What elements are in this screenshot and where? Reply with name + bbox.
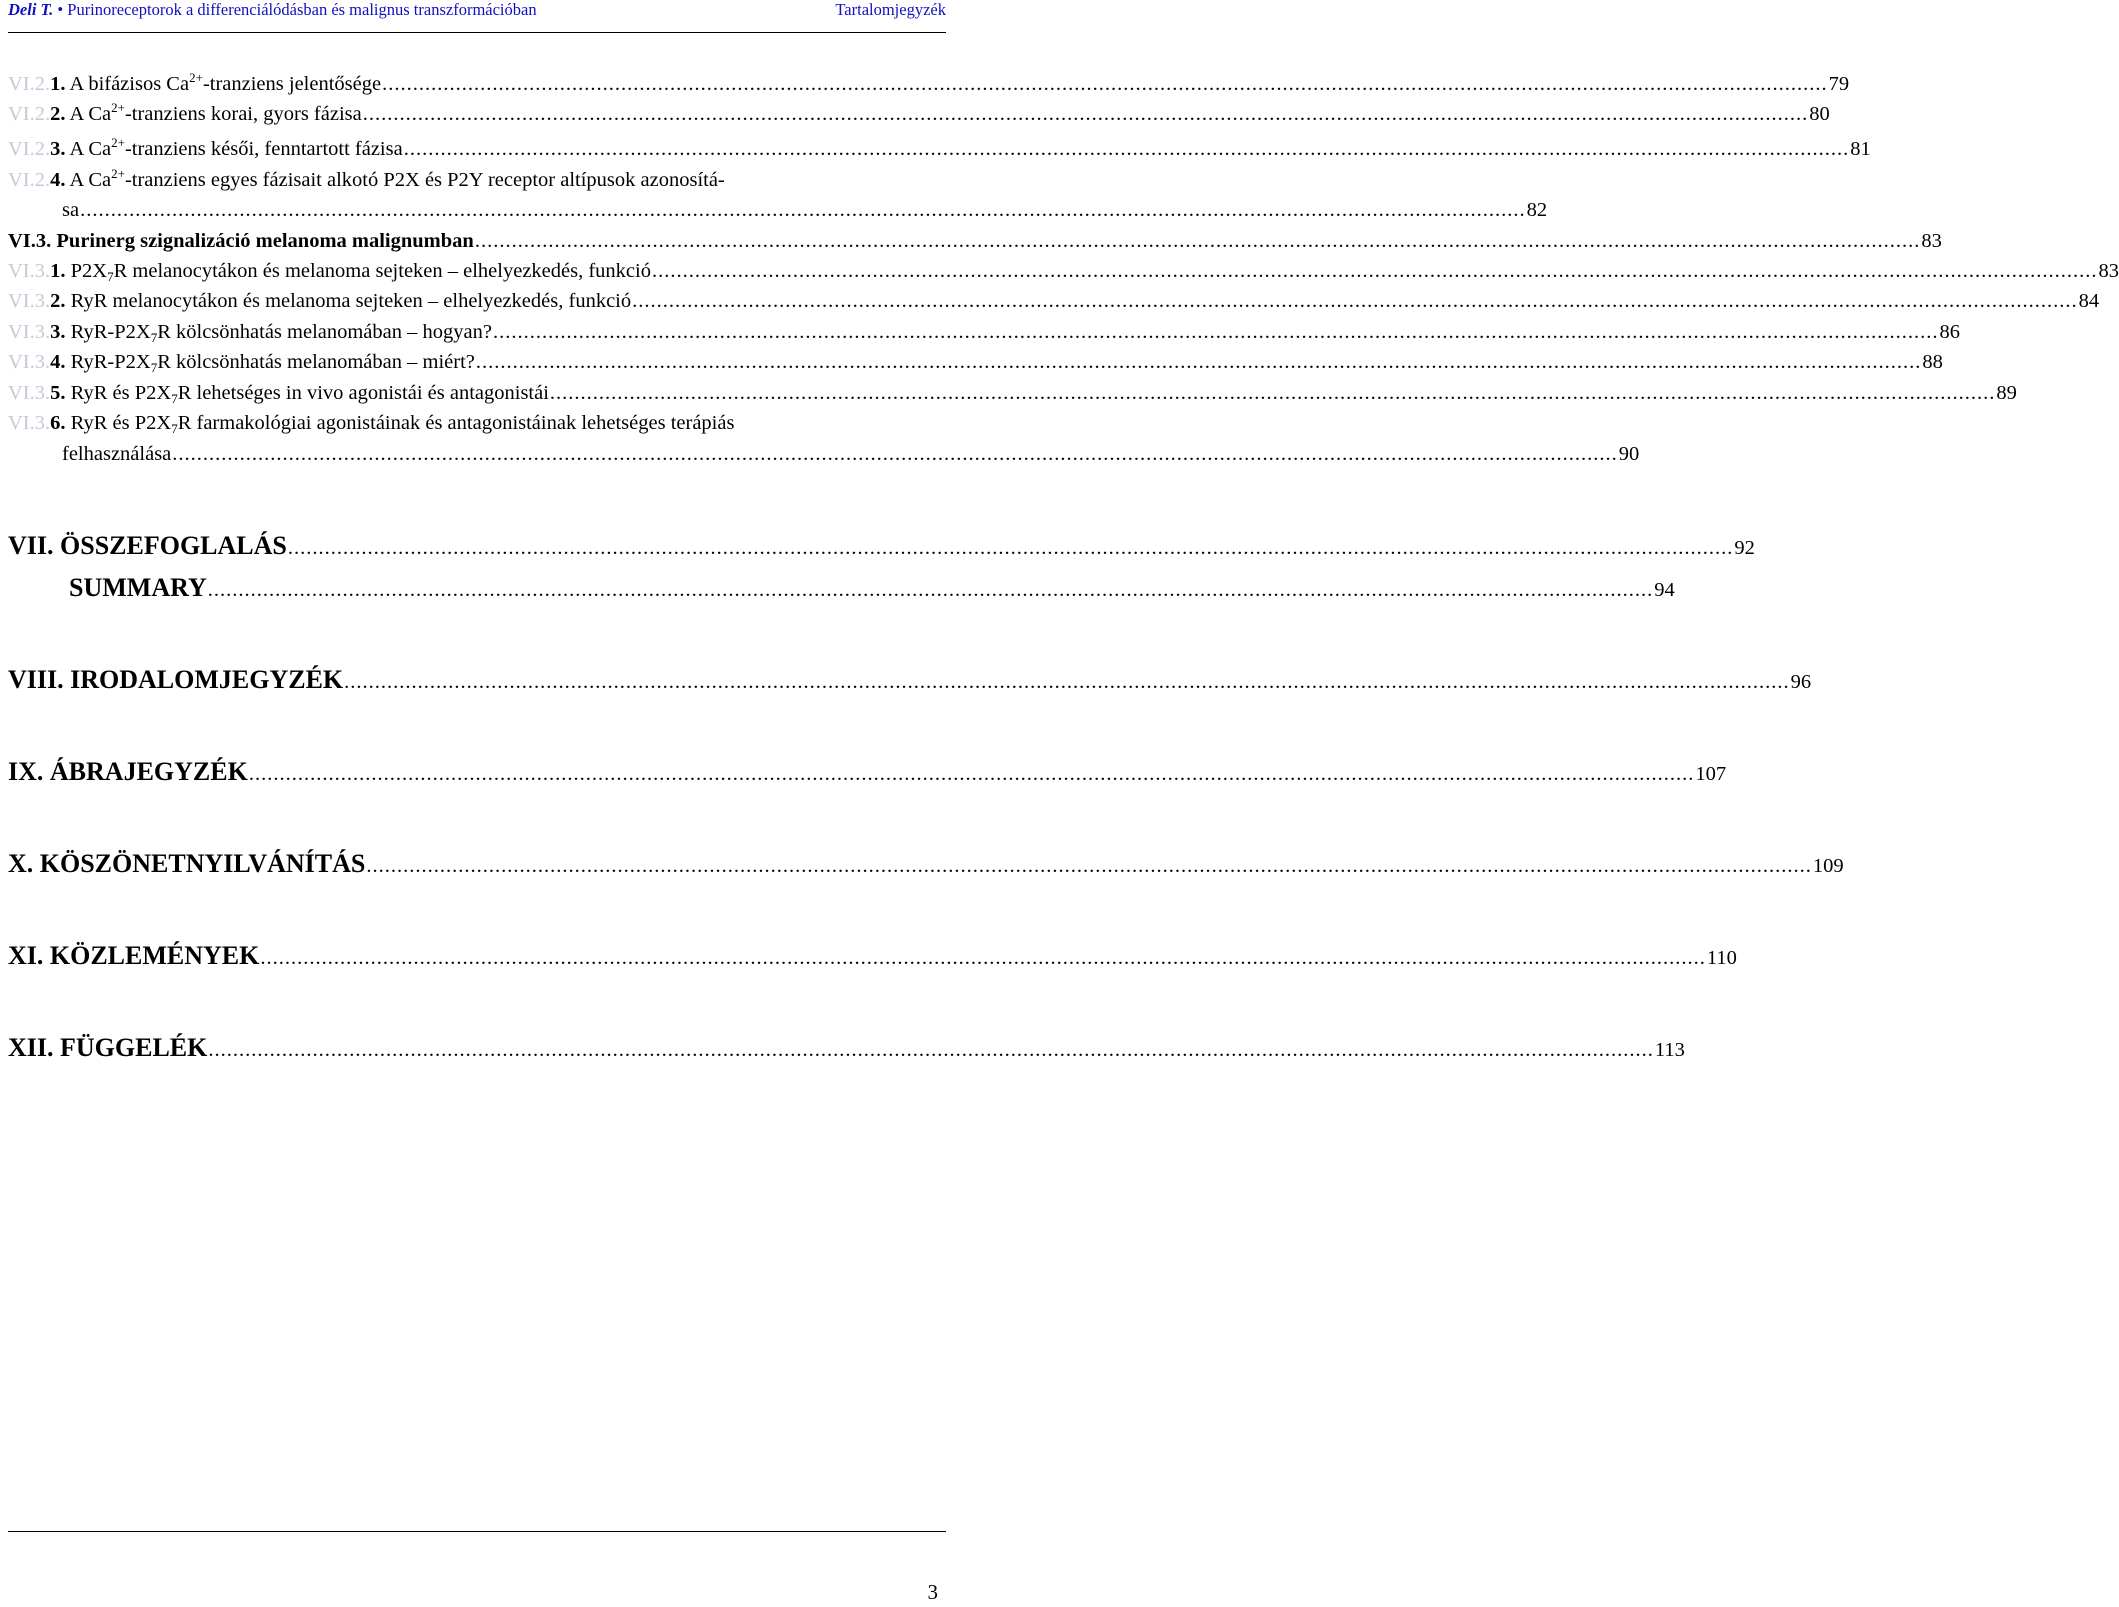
- toc-entry[interactable]: [8, 134, 1871, 164]
- page-header: [8, 0, 946, 33]
- toc-chapter-label: SUMMARY: [69, 573, 207, 602]
- dot-leader: ............................................................................................................................................................................................................................................: [207, 579, 1654, 601]
- toc-chapter-entry[interactable]: [8, 1028, 1685, 1068]
- toc-chapter-label: VII. ÖSSZEFOGLALÁS: [8, 531, 287, 560]
- toc-page-number: 107: [1695, 763, 1727, 785]
- dot-leader: ............................................................................................................................................................................................................................................: [260, 947, 1706, 969]
- toc-page-number: 110: [1706, 947, 1737, 969]
- toc-entry[interactable]: [8, 378, 2017, 408]
- toc-chapter-label: VIII. IRODALOMJEGYZÉK: [8, 665, 344, 694]
- toc-entry[interactable]: [8, 99, 1830, 129]
- toc-entry-first-line[interactable]: VI.2.4. A $Ca^{2+}$-tranziens egyes fázisait alkotó P2X és P2Y receptor altípusok azonosítá-: [8, 166, 725, 191]
- dot-leader: ............................................................................................................................................................................................................................................: [344, 671, 1790, 693]
- header-title: Purinoreceptorok a differenciálódásban és malignus transzformációban: [67, 0, 537, 19]
- toc-chapter-entry[interactable]: [8, 660, 1812, 700]
- toc-section-entry[interactable]: [8, 226, 1942, 256]
- toc-page-number: 88: [1922, 351, 1943, 373]
- toc-page-number: 109: [1812, 855, 1844, 877]
- dot-leader: ............................................................................................................................................................................................................................................: [632, 290, 2078, 312]
- toc-entry[interactable]: [8, 256, 2119, 286]
- toc-page-number: 83: [1921, 230, 1942, 252]
- header-author: Deli T.: [8, 0, 54, 19]
- dot-leader: ............................................................................................................................................................................................................................................: [248, 763, 1695, 785]
- toc-section-label: VI.3. Purinerg szignalizáció melanoma malignumban: [8, 230, 474, 252]
- dot-leader: ............................................................................................................................................................................................................................................: [172, 443, 1618, 465]
- dot-leader: ............................................................................................................................................................................................................................................: [549, 382, 1996, 404]
- toc-page-number: 94: [1654, 579, 1675, 601]
- toc-page-number: 90: [1618, 443, 1640, 465]
- dot-leader: ............................................................................................................................................................................................................................................: [208, 1039, 1654, 1061]
- toc-entry-label: VI.3.3. RyR-$P2X_7R$ kölcsönhatás melanomában – hogyan?: [8, 321, 492, 345]
- toc-page-number: 83: [2098, 260, 2119, 282]
- footer-rule: [8, 1531, 946, 1532]
- toc-page-number: 89: [1996, 382, 2017, 404]
- toc-page-number: 86: [1939, 321, 1960, 343]
- dot-leader: ............................................................................................................................................................................................................................................: [474, 230, 1921, 252]
- toc-chapter-entry[interactable]: [8, 844, 1844, 884]
- dot-leader: ............................................................................................................................................................................................................................................: [403, 138, 1850, 160]
- dot-leader: ............................................................................................................................................................................................................................................: [382, 73, 1828, 95]
- toc-chapter-label: X. KÖSZÖNETNYILVÁNÍTÁS: [8, 849, 366, 878]
- toc-chapter-entry[interactable]: [69, 568, 1675, 608]
- toc-entry-label: VI.3.4. RyR-$P2X_7R$ kölcsönhatás melanomában – miért?: [8, 351, 475, 375]
- toc-entry-label: felhasználása: [62, 443, 172, 465]
- toc-entry[interactable]: [8, 69, 1850, 99]
- toc-page-number: 96: [1790, 671, 1812, 693]
- toc-entry-label: VI.3.2. RyR melanocytákon és melanoma sejteken – elhelyezkedés, funkció: [8, 290, 632, 312]
- toc-entry[interactable]: [8, 286, 2100, 316]
- dot-leader: ............................................................................................................................................................................................................................................: [492, 321, 1939, 343]
- toc-entry[interactable]: [8, 347, 1943, 377]
- toc-entry-label: sa: [62, 199, 80, 221]
- toc-chapter-entry[interactable]: [8, 936, 1737, 976]
- toc-page-number: 82: [1526, 199, 1548, 221]
- toc-chapter-entry[interactable]: [8, 526, 1755, 566]
- toc-entry[interactable]: [8, 317, 1960, 347]
- toc-chapter-entry[interactable]: [8, 752, 1727, 792]
- dot-leader: ............................................................................................................................................................................................................................................: [80, 199, 1526, 221]
- toc-chapter-label: IX. ÁBRAJEGYZÉK: [8, 757, 248, 786]
- toc-entry-label: VI.2.1. A bifázisos $Ca^{2+}$-tranziens jelentősége: [8, 70, 382, 95]
- toc-entry-label: VI.3.1. $P2X_7R$ melanocytákon és melanoma sejteken – elhelyezkedés, funkció: [8, 260, 651, 284]
- dot-leader: ............................................................................................................................................................................................................................................: [362, 103, 1809, 125]
- toc-entry-continuation[interactable]: [62, 195, 1548, 225]
- toc-page-number: 80: [1809, 103, 1830, 125]
- page-number: 3: [927, 1580, 938, 1604]
- header-bullet: •: [57, 0, 64, 19]
- toc-entry-first-line[interactable]: VI.3.6. RyR és $P2X_7R$ farmakológiai agonistáinak és antagonistáinak lehetséges terápiás: [8, 412, 735, 436]
- toc-page-number: 92: [1734, 537, 1755, 559]
- dot-leader: ............................................................................................................................................................................................................................................: [287, 537, 1734, 559]
- toc-page-number: 79: [1828, 73, 1850, 95]
- dot-leader: ............................................................................................................................................................................................................................................: [651, 260, 2098, 282]
- toc-chapter-label: XII. FÜGGELÉK: [8, 1033, 208, 1062]
- toc-page-number: 113: [1654, 1039, 1685, 1061]
- header-section: Tartalomjegyzék: [835, 0, 946, 19]
- toc-entry-label: VI.2.2. A $Ca^{2+}$-tranziens korai, gyors fázisa: [8, 100, 362, 125]
- toc-entry-label: VI.3.5. RyR és $P2X_7R$ lehetséges in vivo agonistái és antagonistái: [8, 382, 549, 406]
- toc-page-number: 81: [1850, 138, 1871, 160]
- toc-page-number: 84: [2078, 290, 2100, 312]
- toc-entry-continuation[interactable]: [62, 439, 1640, 469]
- dot-leader: ............................................................................................................................................................................................................................................: [366, 855, 1812, 877]
- dot-leader: ............................................................................................................................................................................................................................................: [475, 351, 1922, 373]
- toc-chapter-label: XI. KÖZLEMÉNYEK: [8, 941, 260, 970]
- toc-entry-label: VI.2.3. A $Ca^{2+}$-tranziens késői, fenntartott fázisa: [8, 135, 403, 160]
- header-left: [8, 0, 537, 20]
